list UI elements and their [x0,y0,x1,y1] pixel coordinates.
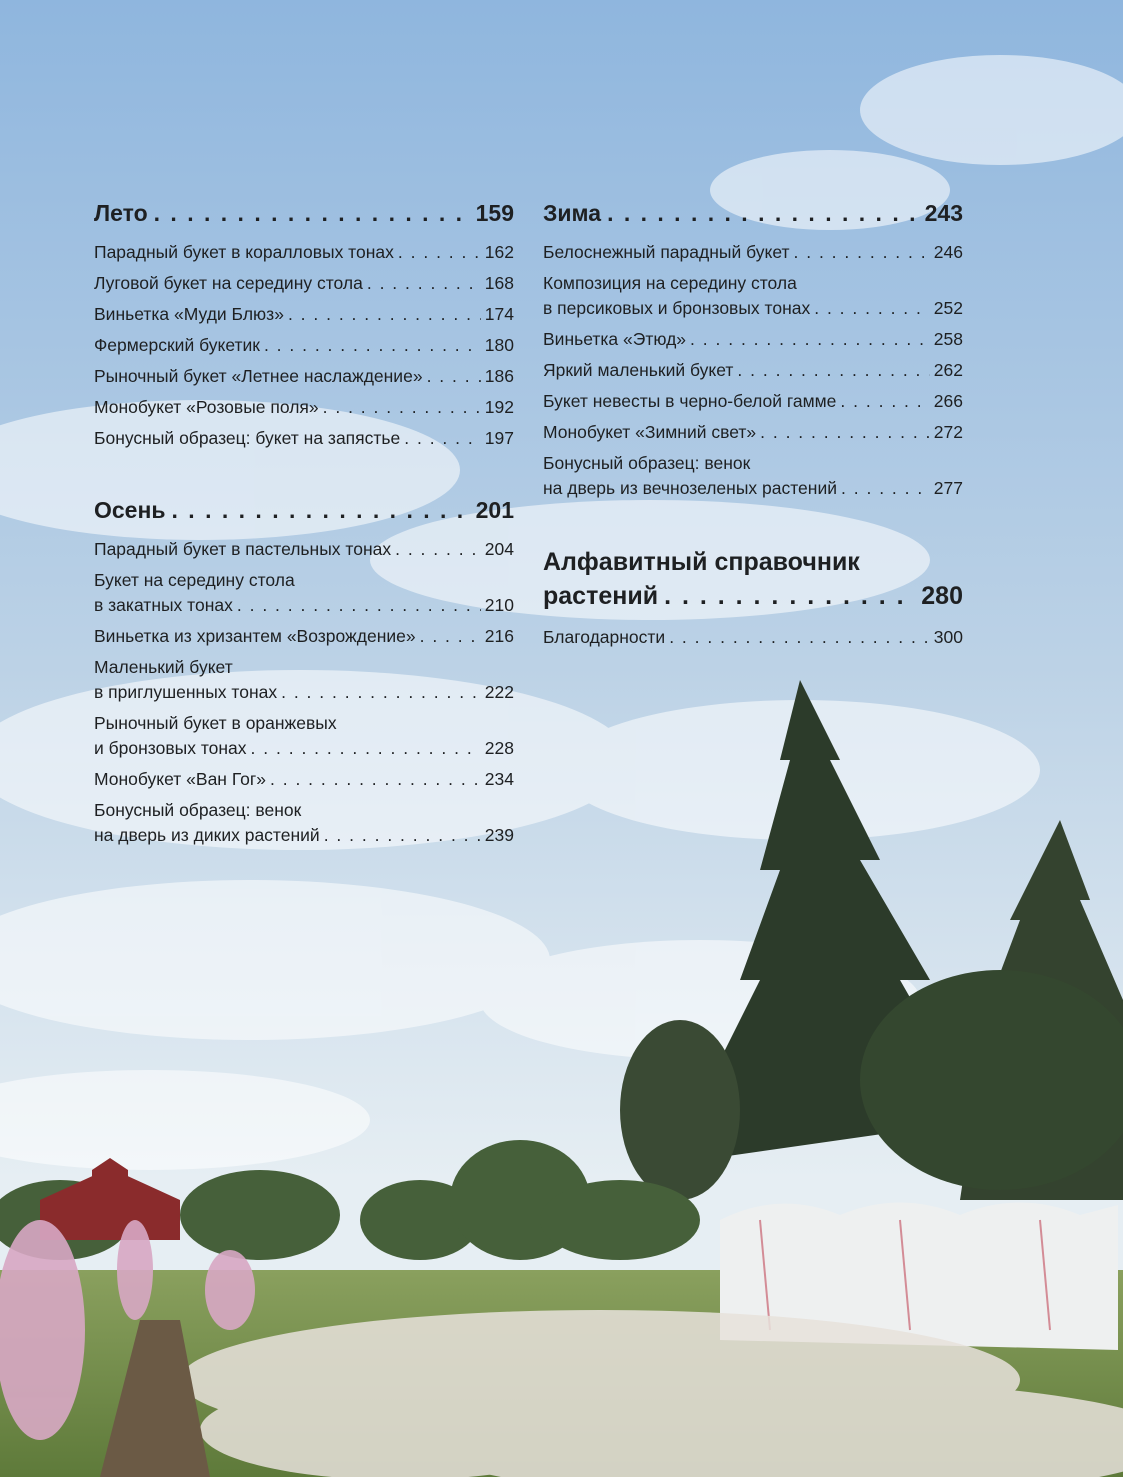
toc-entry[interactable] [543,327,963,352]
toc-entry[interactable] [543,451,963,501]
entry-last-line [94,240,514,265]
entry-page-number: 262 [933,360,963,380]
leader-dots [398,240,481,265]
toc-entry[interactable] [94,395,514,420]
entry-title-line: Виньетка «Муди Блюз» [94,304,284,324]
toc-entry[interactable] [543,389,963,414]
leader-dots [264,333,481,358]
toc-section [94,495,514,848]
entry-page-number: 180 [484,335,514,355]
entry-title-line: Парадный букет в коралловых тонах [94,242,394,262]
entry-last-line [94,736,514,761]
entry-page-number: 168 [484,273,514,293]
toc-entry[interactable] [94,624,514,649]
entry-last-line [94,364,514,389]
toc-entry[interactable] [94,333,514,358]
toc-entry[interactable] [94,364,514,389]
section-heading[interactable] [543,198,963,228]
leader-dots [840,389,929,414]
leader-dots [669,625,930,650]
entry-last-line [94,680,514,705]
entry-last-line [94,333,514,358]
entry-last-line [543,327,963,352]
entry-page-number: 228 [484,738,514,758]
leader-dots [270,767,481,792]
entry-last-line [543,420,963,445]
entry-page-number: 252 [933,298,963,318]
leader-dots [607,198,919,228]
entry-title-line: Фермерский букетик [94,335,260,355]
section-page-number: 159 [475,200,514,226]
leader-dots [395,537,481,562]
toc-entry[interactable] [543,420,963,445]
section-title: Осень [94,497,166,523]
leader-dots [690,327,930,352]
leader-dots [420,624,481,649]
entry-title-line: на дверь из диких растений [94,825,320,845]
toc-entry[interactable] [94,711,514,761]
leader-dots [154,198,470,228]
leader-dots [281,680,481,705]
entry-title-line: Маленький букет [94,657,233,677]
section-title: Лето [94,200,148,226]
toc-entry-list [94,240,514,451]
entry-page-number: 174 [484,304,514,324]
entry-last-line [543,240,963,265]
toc-entry[interactable] [543,625,963,650]
entry-last-line [543,625,963,650]
entry-last-line [94,537,514,562]
toc-entry[interactable] [94,240,514,265]
section-page-number: 243 [924,200,963,226]
entry-last-line [94,593,514,618]
leader-dots [760,420,930,445]
entry-page-number: 204 [484,539,514,559]
leader-dots [251,736,481,761]
entry-title-line: и бронзовых тонах [94,738,247,758]
toc-entry-list [543,240,963,501]
leader-dots [288,302,481,327]
entry-title-line: Белоснежный парадный букет [543,242,790,262]
entry-page-number: 258 [933,329,963,349]
entry-last-line [543,476,963,501]
toc-entry[interactable] [94,568,514,618]
entry-title-line: Рыночный букет в оранжевых [94,713,337,733]
entry-title-line: Парадный букет в пастельных тонах [94,539,392,559]
leader-dots [737,358,929,383]
entry-page-number: 216 [484,626,514,646]
section-heading[interactable] [94,198,514,228]
toc-section [543,545,963,650]
entry-title-line: в закатных тонах [94,595,233,615]
entry-page-number: 300 [933,627,963,647]
leader-dots [427,364,481,389]
entry-title-line: Монобукет «Ван Гог» [94,769,266,789]
entry-last-line [543,296,963,321]
toc-entry[interactable] [94,302,514,327]
entry-page-number: 239 [484,825,514,845]
entry-page-number: 246 [933,242,963,262]
entry-last-line [543,358,963,383]
entry-title-line: Композиция на середину стола [543,273,797,293]
leader-dots [324,823,481,848]
toc-entry-list [543,625,963,650]
section-page-number: 201 [475,497,514,523]
toc-entry[interactable] [543,240,963,265]
entry-title-line: Букет на середину стола [94,570,295,590]
entry-page-number: 197 [484,428,514,448]
entry-last-line [94,271,514,296]
section-title-last-row [543,579,963,613]
toc-entry[interactable] [94,767,514,792]
entry-page-number: 222 [484,682,514,702]
leader-dots [664,579,915,613]
toc-right-column [543,198,963,694]
entry-title-line: Бонусный образец: венок [94,800,302,820]
toc-entry-list [94,537,514,848]
entry-last-line [94,823,514,848]
entry-page-number: 192 [484,397,514,417]
entry-page-number: 162 [484,242,514,262]
entry-title-line: Благодарности [543,627,666,647]
section-title-line: растений [543,582,659,610]
toc-entry[interactable] [94,798,514,848]
entry-page-number: 234 [484,769,514,789]
entry-page-number: 186 [484,366,514,386]
leader-dots [814,296,930,321]
toc-entry[interactable] [94,271,514,296]
leader-dots [172,495,470,525]
section-heading[interactable] [94,495,514,525]
entry-title-line: Луговой букет на середину стола [94,273,363,293]
toc-section [543,198,963,501]
toc-left-column [94,198,514,892]
leader-dots [841,476,930,501]
toc-entry[interactable] [94,537,514,562]
toc-entry[interactable] [543,358,963,383]
section-title-line: Алфавитный справочник [543,548,860,576]
section-page-number: 280 [921,582,963,610]
entry-title-line: Бонусный образец: венок [543,453,751,473]
entry-title-line: в приглушенных тонах [94,682,278,702]
entry-title-line: Бонусный образец: букет на запястье [94,428,401,448]
entry-page-number: 277 [933,478,963,498]
entry-page-number: 266 [933,391,963,411]
entry-title-line: Рыночный букет «Летнее наслаждение» [94,366,423,386]
entry-title-line: Монобукет «Зимний свет» [543,422,757,442]
entry-title-line: на дверь из вечнозеленых растений [543,478,838,498]
toc-entry[interactable] [543,271,963,321]
leader-dots [794,240,930,265]
entry-last-line [543,389,963,414]
toc-entry[interactable] [94,426,514,451]
entry-page-number: 210 [484,595,514,615]
entry-page-number: 272 [933,422,963,442]
entry-last-line [94,302,514,327]
section-heading[interactable] [543,545,963,613]
entry-title-line: Виньетка «Этюд» [543,329,687,349]
entry-last-line [94,767,514,792]
entry-title-line: Яркий маленький букет [543,360,734,380]
toc-entry[interactable] [94,655,514,705]
section-title: Зима [543,200,602,226]
entry-title-line: Виньетка из хризантем «Возрождение» [94,626,416,646]
entry-last-line [94,395,514,420]
leader-dots [367,271,481,296]
leader-dots [323,395,481,420]
entry-title-line: в персиковых и бронзовых тонах [543,298,811,318]
leader-dots [404,426,481,451]
leader-dots [237,593,481,618]
toc-section [94,198,514,451]
entry-last-line [94,624,514,649]
entry-title-line: Монобукет «Розовые поля» [94,397,319,417]
entry-title-line: Букет невесты в черно-белой гамме [543,391,837,411]
entry-last-line [94,426,514,451]
